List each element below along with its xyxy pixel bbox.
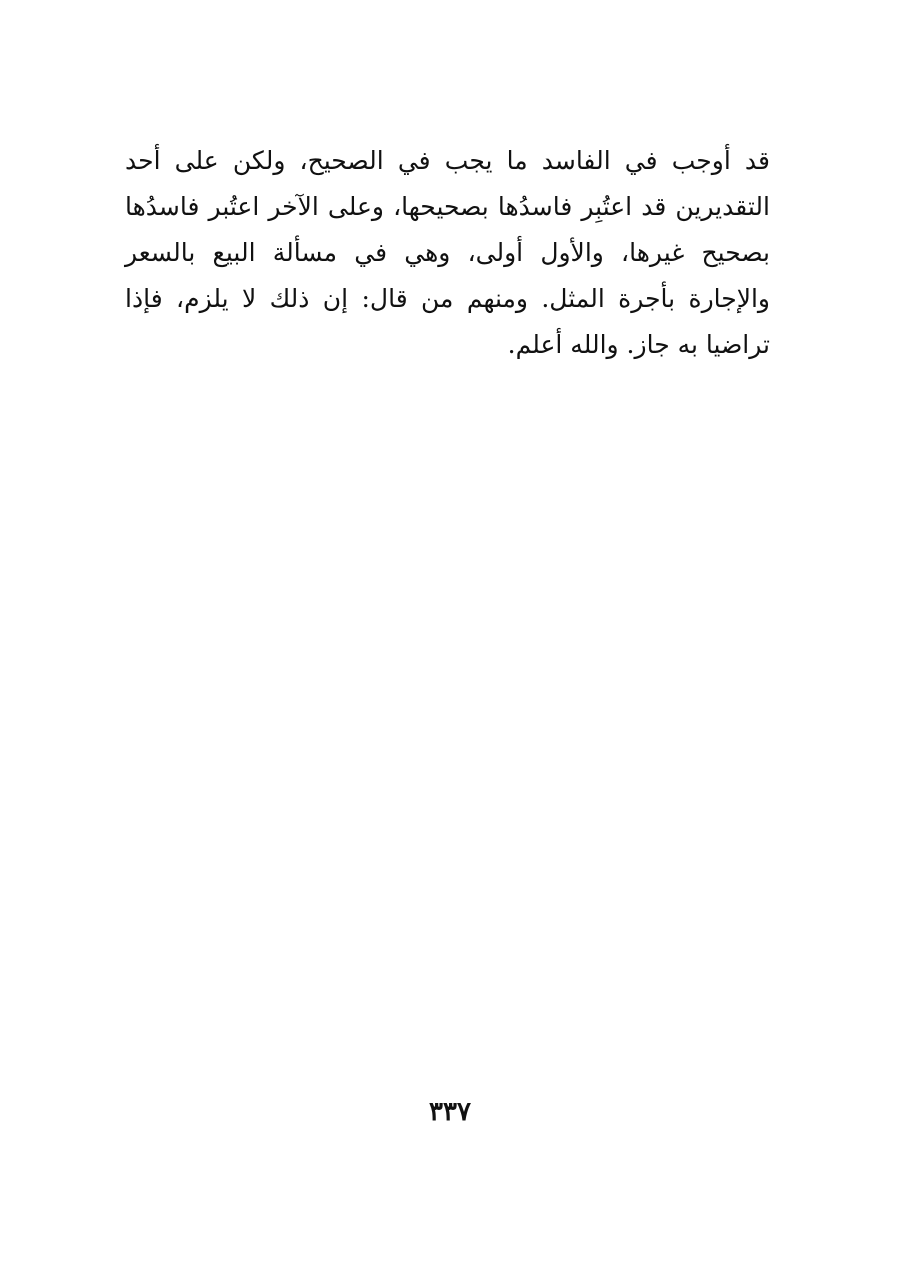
text-line-1: قد أوجب في الفاسد ما يجب في الصحيح، ولكن على أحد	[125, 146, 770, 175]
body-text	[125, 138, 770, 368]
text-line-3: بصحيح غيرها، والأول أولى، وهي في مسألة البيع بالسعر	[125, 238, 770, 267]
text-line-4: والإجارة بأجرة المثل. ومنهم من قال: إن ذلك لا يلزم، فإذا	[125, 284, 770, 313]
text-line-2: التقديرين قد اعتُبِر فاسدُها بصحيحها، وعلى الآخر اعتُبر فاسدُها	[125, 192, 770, 221]
page-number: ٣٣٧	[429, 1097, 471, 1127]
text-line-5: تراضيا به جاز. والله أعلم.	[507, 330, 770, 359]
